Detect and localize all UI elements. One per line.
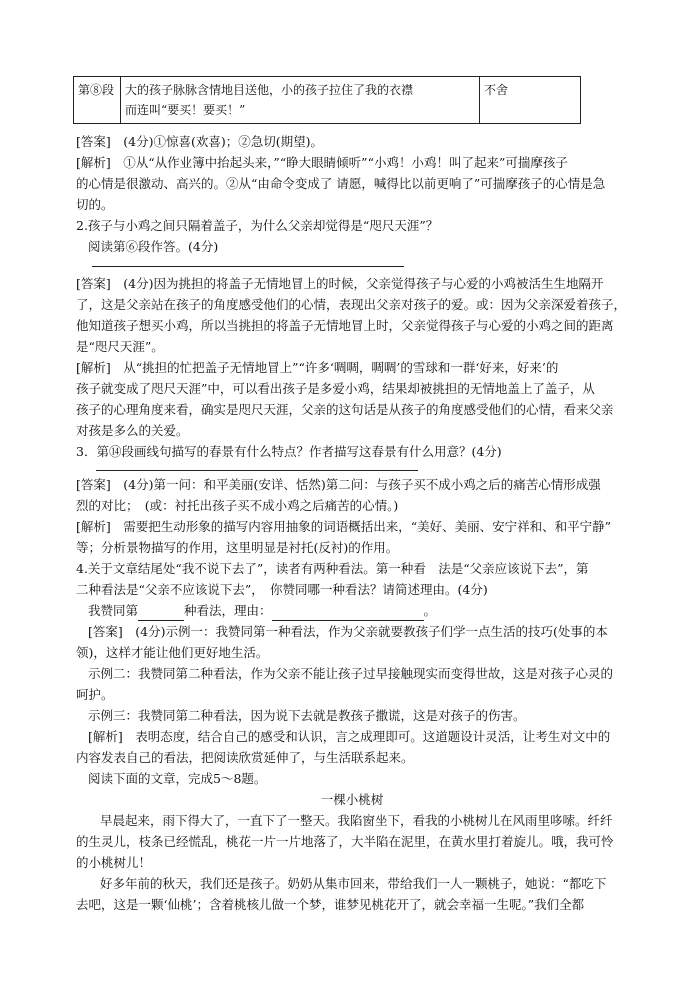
q4-analysis: 内容发表自己的看法，把阅读欣赏延伸了，与生活联系起来。 xyxy=(76,750,414,765)
q2-answer-blank[interactable] xyxy=(92,252,404,267)
q4-example: 呵护。 xyxy=(76,687,114,702)
passage-paragraph: 好多年前的秋天，我们还是孩子。奶奶从集市回来，带给我们一人一颗桃子，她说：“都吃下 xyxy=(100,876,607,891)
q4-question: 4.关于文章结尾处“我不说下去了”，读者有两种看法。第一种看 法是“父亲应该说下去”，第 xyxy=(76,561,589,576)
q4-answer: [答案] (4分)示例一：我赞同第一种看法，作为父亲就要教孩子们学一点生活的技巧(处事的本 xyxy=(88,624,608,639)
q4-example: 示例三：我赞同第二种看法，因为说下去就是教孩子撒谎，这是对孩子的伤害。 xyxy=(88,708,526,723)
q3-answer: 烈的对比； (或：衬托出孩子买不成小鸡之后痛苦的心情。) xyxy=(76,498,399,513)
q2-question: 2.孩子与小鸡之间只隔着盖子，为什么父亲却觉得是“咫尺天涯”？ xyxy=(76,218,439,233)
q2-analysis: 对孩是多么的关爱。 xyxy=(76,423,189,438)
segment-emotion-cell: 不舍 xyxy=(480,77,581,124)
q4-fill-line xyxy=(88,600,640,621)
segment-content-line: 大的孩子脉脉含情地目送他，小的孩子拉住了我的衣襟 xyxy=(125,83,414,97)
q2-answer: 是“咫尺天涯”。 xyxy=(76,339,164,354)
segment-content-cell xyxy=(121,77,480,124)
q2-answer: [答案] (4分)因为挑担的将盖子无情地冒上的时候，父亲觉得孩子与心爱的小鸡被活生生地隔开 xyxy=(76,276,604,291)
q1-analysis: 切的。 xyxy=(76,197,114,212)
q3-answer-blank[interactable] xyxy=(96,456,418,471)
passage-intro: 阅读下面的文章，完成5～8题。 xyxy=(88,771,267,786)
q4-choice-blank[interactable] xyxy=(138,606,184,621)
passage-paragraph: 去吧，这是一颗‘仙桃’；含着桃核儿做一个梦，谁梦见桃花开了，就会幸福一生呢。”我们全都 xyxy=(76,897,585,912)
q4-fill-middle: 种看法，理由： xyxy=(184,603,272,618)
passage-paragraph: 早晨起来，雨下得大了，一直下了一整天。我陷窗坐下，看我的小桃树儿在风雨里哆嗦。纤纤 xyxy=(100,813,613,828)
q3-question: 3．第⑭段画线句描写的春景有什么特点？作者描写这春景有什么用意？(4分) xyxy=(76,444,502,459)
q1-answer: [答案] (4分)①惊喜(欢喜)；②急切(期望)。 xyxy=(76,134,323,149)
q2-analysis: 孩子就变成了咫尺天涯”中，可以看出孩子是多爱小鸡，结果却被挑担的无情地盖上了盖子，从 xyxy=(76,381,595,396)
q4-question: 二种看法是“父亲不应该说下去”， 你赞同哪一种看法？请简述理由。(4分) xyxy=(76,582,488,597)
paragraph-analysis-table xyxy=(73,76,581,124)
q4-example: 示例二：我赞同第二种看法，作为父亲不能让孩子过早接触现实而变得世故，这是对孩子心灵的 xyxy=(88,666,614,681)
q1-analysis: [解析] ①从“从作业簿中抬起头来，”“睁大眼睛倾听”“小鸡！小鸡！叫了起来”可揣摩孩子 xyxy=(76,155,568,170)
passage-title: 一棵小桃树 xyxy=(320,792,384,807)
q2-answer: 他知道孩子想买小鸡，所以当挑担的将盖子无情地冒上时，父亲觉得孩子与心爱的小鸡之间的距离 xyxy=(76,318,614,333)
q1-analysis: 的心情是很激动、高兴的。②从“由命令变成了 请愿，喊得比以前更响了”可揣摩孩子的心情是急 xyxy=(76,176,606,191)
q2-answer: 了，这是父亲站在孩子的角度感受他们的心情，表现出父亲对孩子的爱。或：因为父亲深爱着孩子， xyxy=(76,297,627,312)
passage-paragraph: 的小桃树儿！ xyxy=(76,855,152,870)
q4-analysis: [解析] 表明态度，结合自己的感受和认识，言之成理即可。这道题设计灵活，让考生对文中的 xyxy=(88,729,611,744)
q4-fill-end: 。 xyxy=(423,603,437,618)
q4-fill-prefix: 我赞同第 xyxy=(88,603,139,618)
segment-label-cell: 第⑧段 xyxy=(74,77,121,124)
q3-analysis: 等；分析景物描写的作用，这里明显是衬托(反衬)的作用。 xyxy=(76,540,399,555)
table-row xyxy=(74,77,581,124)
q4-reason-blank[interactable] xyxy=(272,606,424,621)
q3-analysis: [解析] 需要把生动形象的描写内容用抽象的词语概括出来，“美好、美丽、安宁祥和、和平宁静” xyxy=(76,519,612,534)
segment-content-line: 而连叫“要买！要买！” xyxy=(125,103,246,117)
q2-analysis: 孩子的心理角度来看，确实是咫尺天涯，父亲的这句话是从孩子的角度感受他们的心情，看来父亲 xyxy=(76,402,614,417)
q2-analysis: [解析] 从“挑担的忙把盖子无情地冒上”“许多‘啁啁，啁啁’的雪球和一群‘好来，好来’的 xyxy=(76,360,559,375)
passage-paragraph: 的生灵儿，枝条已经慌乱，桃花一片一片地落了，大半陷在泥里，在黄水里打着旋儿。哦，我可怜 xyxy=(76,834,614,849)
q4-answer: 领)，这样才能让他们更好地生活。 xyxy=(76,645,269,660)
q3-answer: [答案] (4分)第一问：和平美丽(安详、恬然)第二问：与孩子买不成小鸡之后的痛苦心情形成强 xyxy=(76,477,601,492)
q2-instruction: 阅读第⑥段作答。(4分) xyxy=(88,239,219,254)
